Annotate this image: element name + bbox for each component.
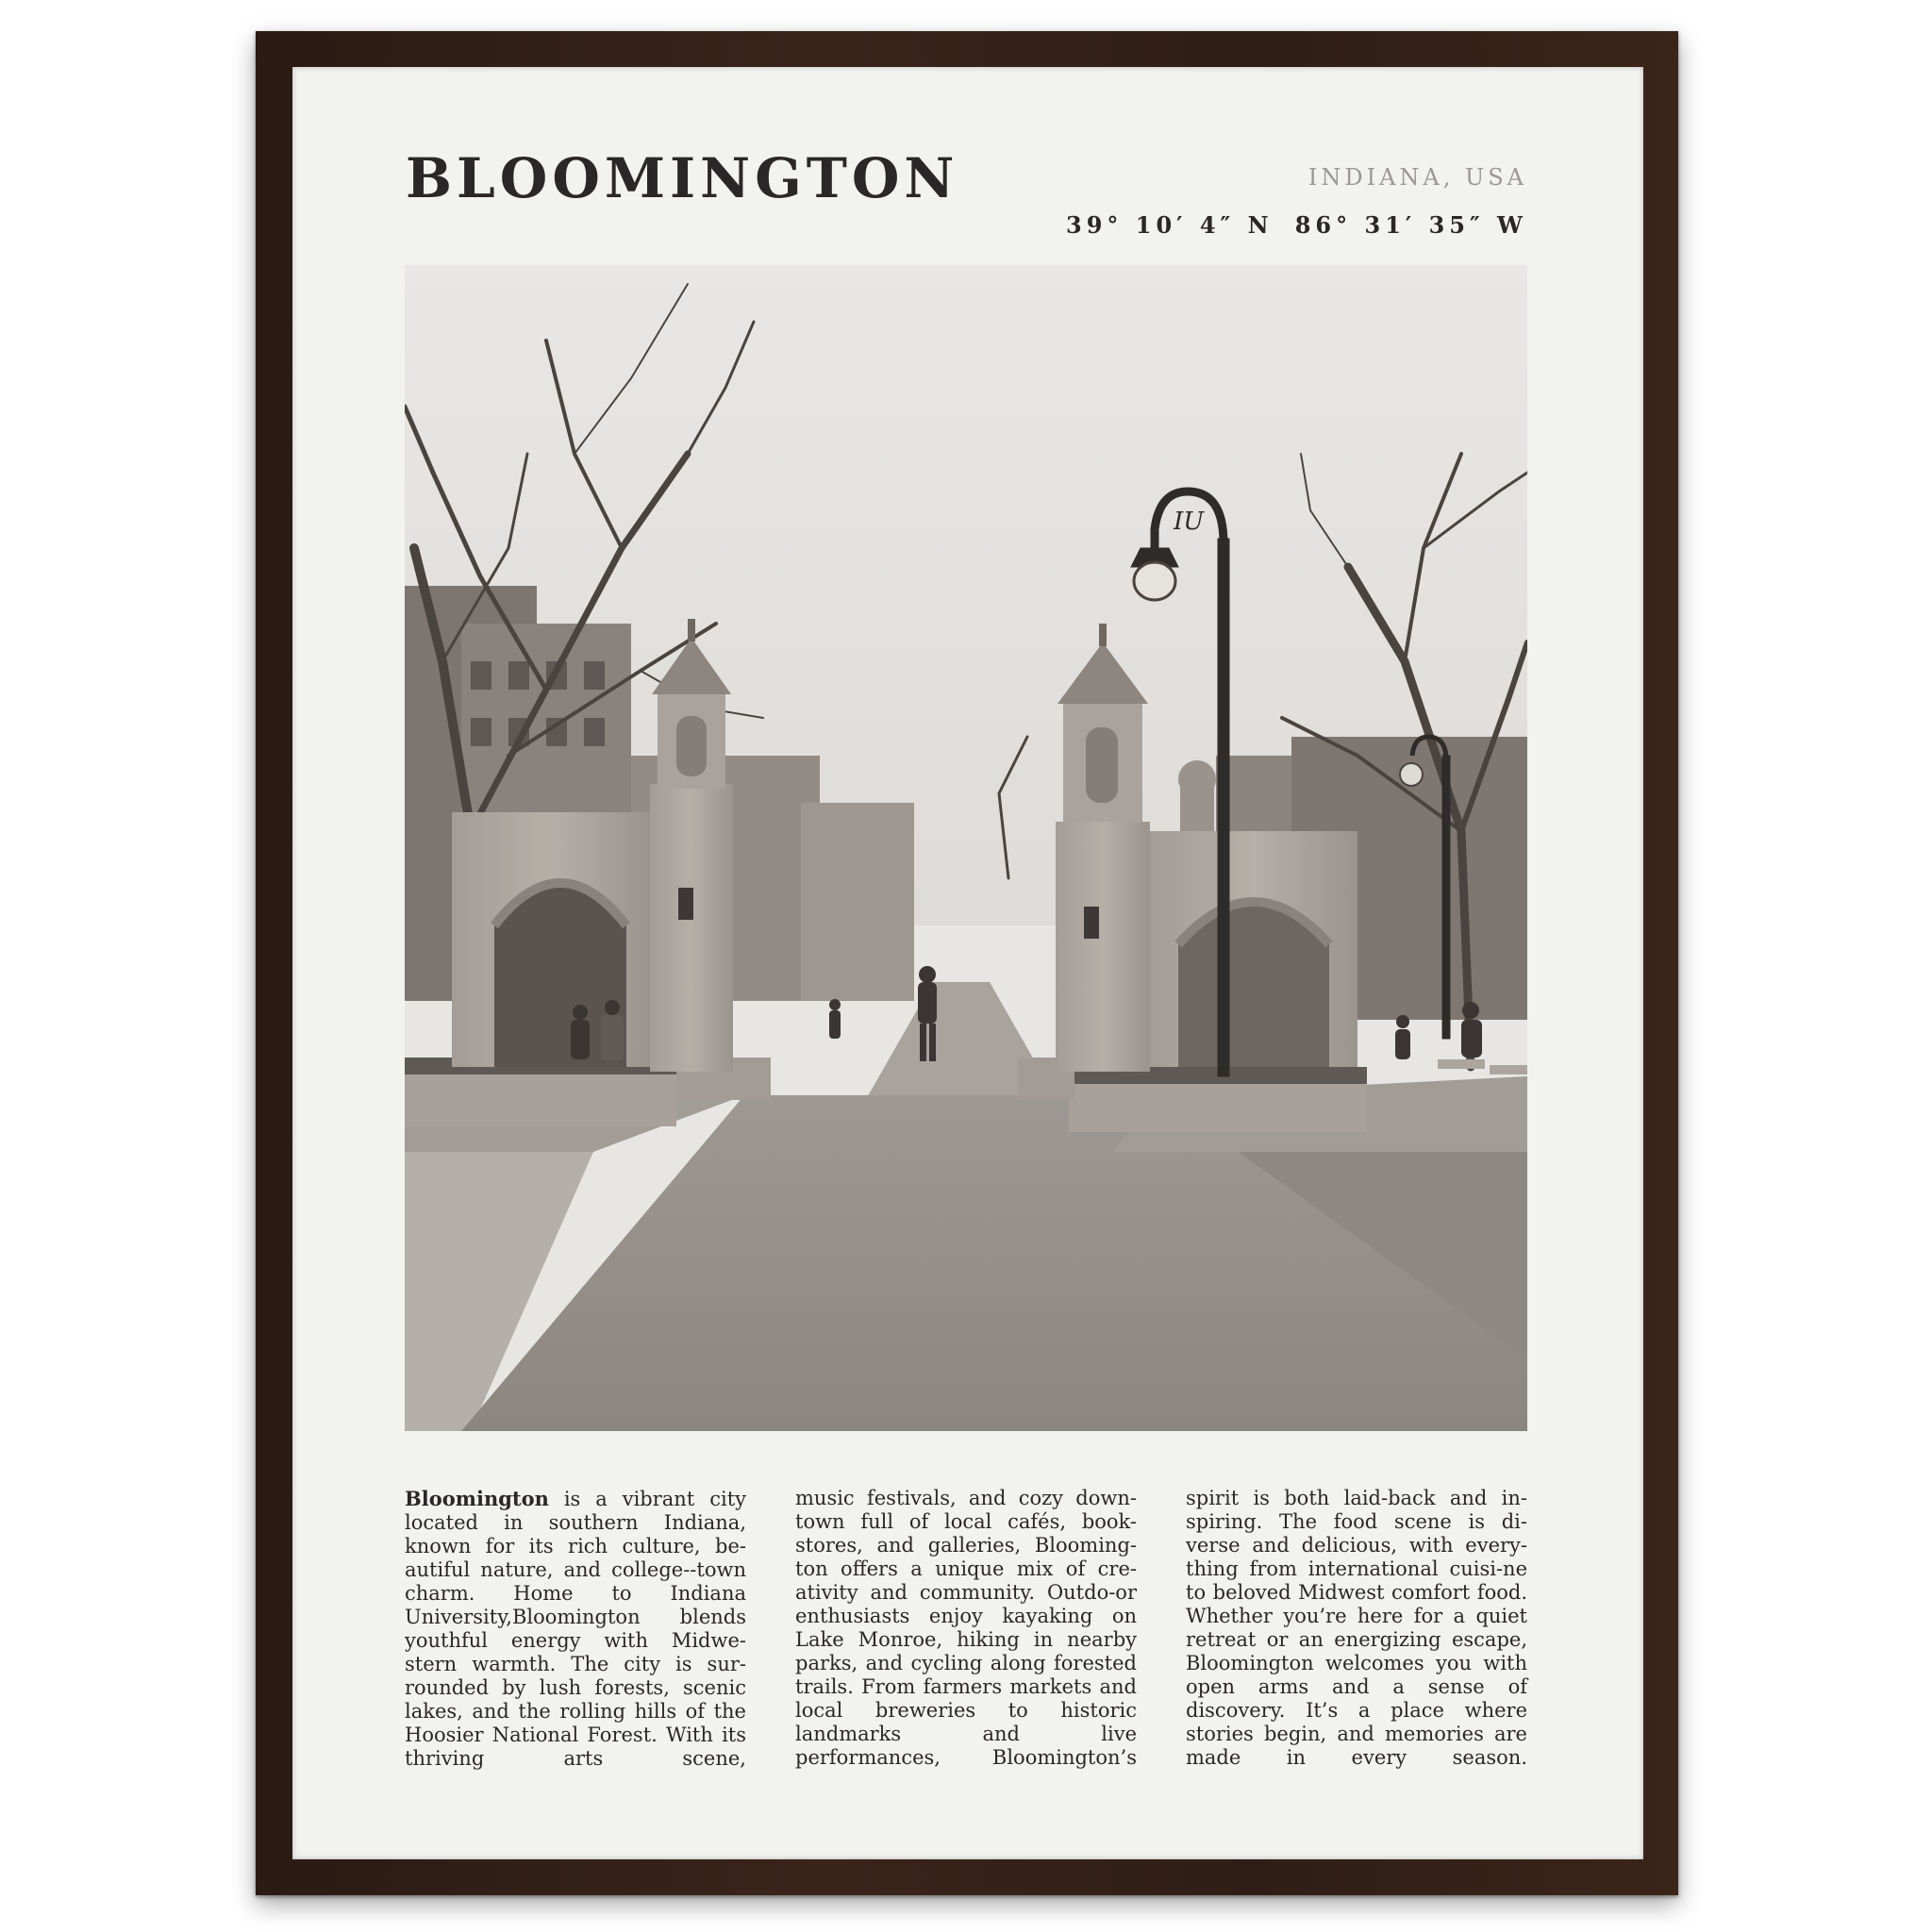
description-column-3 [1186,1487,1527,1770]
description-text-2: music festivals, and cozy down-town full of local cafés, book-stores, and galleries, Blooming-ton offers a unique mix of cre-ativity and community. Outdo-or enthusiasts enjoy kayaking on Lake Monroe, hiking in nearby parks, and cycling along forested trails. From farmers markets and local breweries to historic landmarks and live performances, Bloomington’s [795,1487,1137,1769]
longitude-label: 86° 31′ 35″ W [1294,211,1527,239]
region-label: INDIANA, USA [1307,164,1527,191]
planter-right [1069,1081,1367,1132]
latitude-label: 39° 10′ 4″ N [1066,211,1274,239]
city-title: BLOOMINGTON [406,146,959,210]
gate-emblem: IU [1174,508,1205,536]
gate-photograph [405,265,1527,1431]
description-column-1 [405,1487,746,1771]
description-text-3: spirit is both laid-back and in-spiring. The food scene is di-verse and delicious, with every-thing from international cuisi-ne to beloved Midwest comfort food. Whether you’re here for a quiet retreat or an energizing escape, Bloomington welcomes you with open arms and a sense of discovery. It’s a place where stories begin, and memories are made in every season. [1186,1487,1527,1769]
planter-left [405,1072,676,1126]
description-column-2 [795,1487,1137,1770]
description-lead: Bloomington [405,1487,549,1510]
description-text-1: is a vibrant city located in southern Indiana, known for its rich culture, be-autiful nature, and college--town charm. Home to Indiana University,Bloomington blends youthful energy with Midwe-stern warmth. The city is sur-rounded by lush forests, scenic lakes, and the rolling hills of the Hoosier National Forest. With its thriving arts scene, [405,1488,746,1770]
